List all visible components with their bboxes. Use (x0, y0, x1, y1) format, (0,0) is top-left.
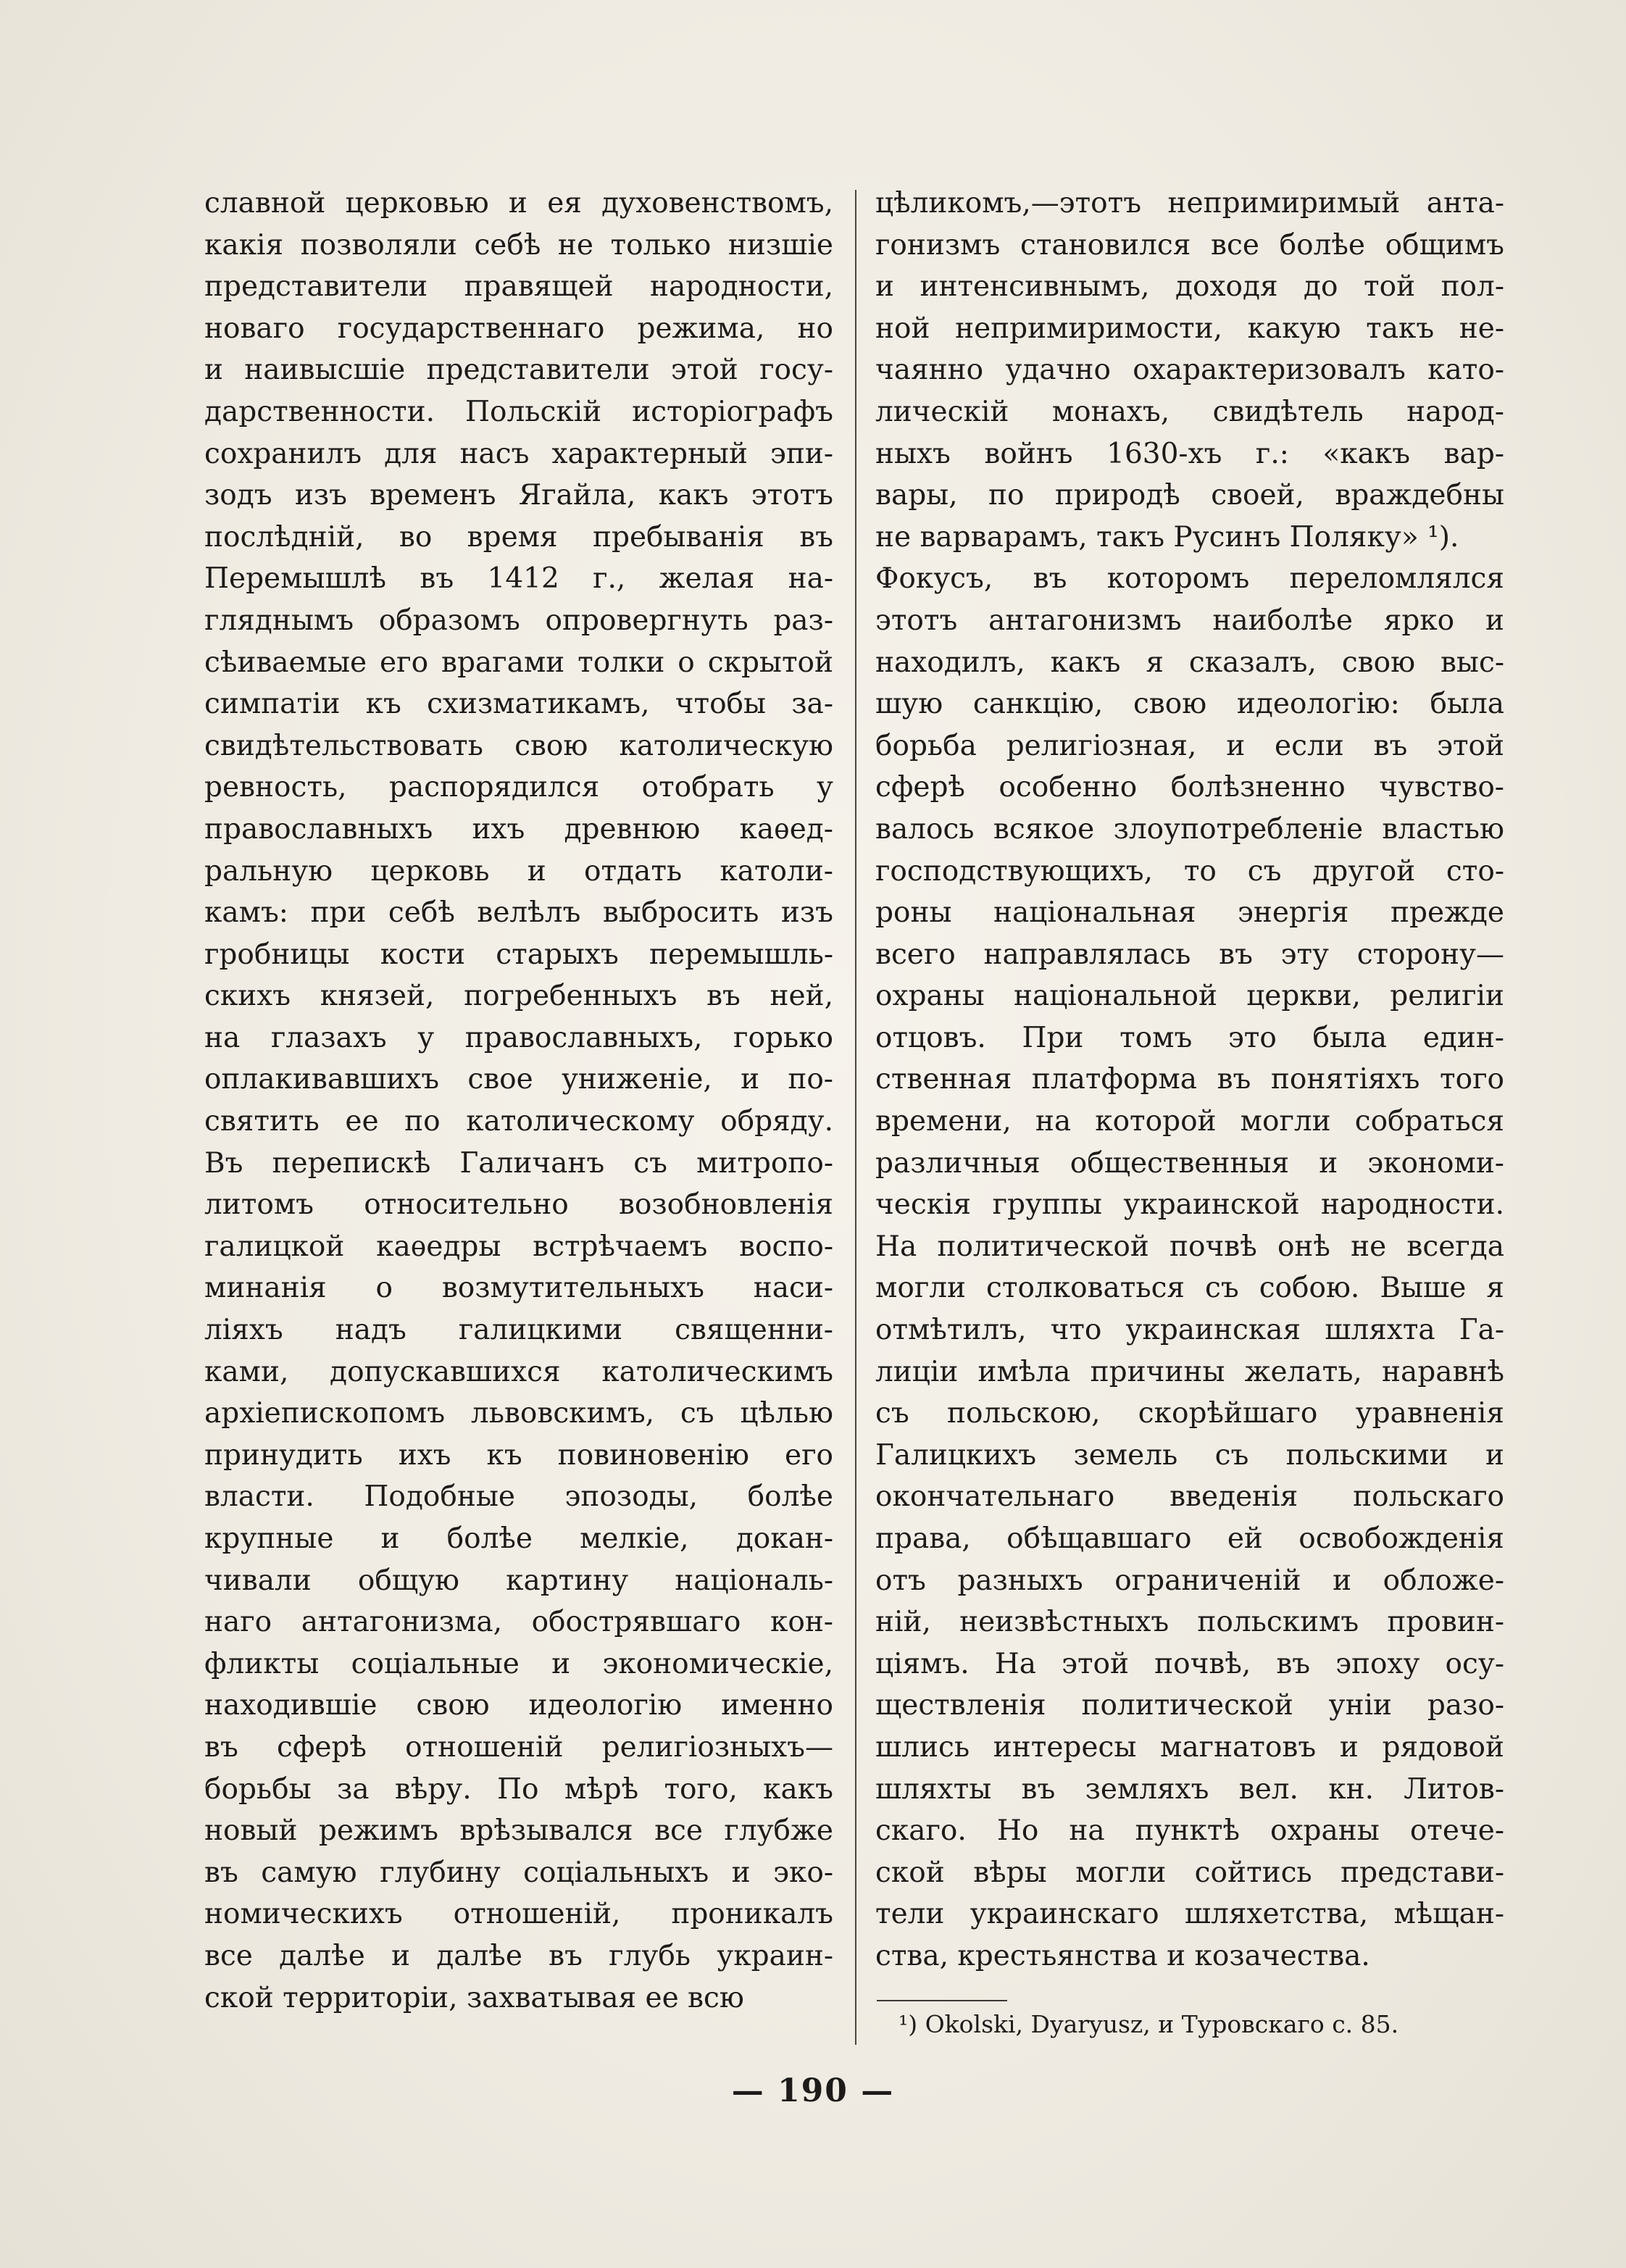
text-line: фликты соціальные и экономическіе, (204, 1647, 833, 1680)
text-line: борьбы за вѣру. По мѣрѣ того, какъ (204, 1772, 833, 1806)
text-line: охраны національной церкви, религіи (875, 980, 1504, 1013)
text-line: святить ее по католическому обряду. (204, 1105, 833, 1138)
text-line: вары, по природѣ своей, враждебны (875, 479, 1504, 512)
text-line: валось всякое злоупотребленіе властью (875, 812, 1504, 846)
text-line: зодъ изъ временъ Ягайла, какъ этотъ (204, 479, 833, 512)
text-line: крупные и болѣе мелкіе, докан- (204, 1522, 833, 1555)
text-line: господствующихъ, то съ другой сто- (875, 854, 1504, 888)
text-line: ственная платформа въ понятіяхъ того (875, 1063, 1504, 1096)
text-line: симпатіи къ схизматикамъ, чтобы за- (204, 688, 833, 721)
text-line: отъ разныхъ ограниченій и обложе- (875, 1564, 1504, 1597)
text-line: отцовъ. При томъ это была един- (875, 1021, 1504, 1054)
text-line: ской территоріи, захватывая ее всю (204, 1981, 744, 2014)
text-line: окончательнаго введенія польскаго (875, 1480, 1504, 1514)
text-line: не варварамъ, такъ Русинъ Поляку» ¹). (875, 520, 1459, 554)
text-line: ками, допускавшихся католическимъ (204, 1355, 833, 1388)
text-line: ревность, распорядился отобрать у (204, 771, 833, 804)
text-line: времени, на которой могли собраться (875, 1105, 1504, 1138)
text-line: находилъ, какъ я сказалъ, свою выс- (875, 646, 1504, 679)
text-line: славной церковью и ея духовенствомъ, (204, 187, 833, 220)
text-line: роны національная энергія прежде (875, 896, 1504, 930)
text-line: свидѣтельствовать свою католическую (204, 729, 833, 762)
text-line: ной непримиримости, какую такъ не- (875, 312, 1504, 345)
text-line: скихъ князей, погребенныхъ въ ней, (204, 980, 833, 1013)
text-line: отмѣтилъ, что украинская шляхта Га- (875, 1314, 1504, 1347)
text-line: ціямъ. На этой почвѣ, въ эпоху осу- (875, 1647, 1504, 1680)
text-line: могли столковаться съ собою. Выше я (875, 1272, 1504, 1305)
page-number: — 190 — (731, 2072, 895, 2109)
text-line: шляхты въ земляхъ вел. кн. Литов- (875, 1772, 1504, 1806)
text-line: ства, крестьянства и козачества. (875, 1939, 1370, 1972)
text-line: гонизмъ становился все болѣе общимъ (875, 228, 1504, 262)
text-line: принудить ихъ къ повиновенію его (204, 1438, 833, 1472)
text-line: въ самую глубину соціальныхъ и эко- (204, 1856, 833, 1889)
text-line: ской вѣры могли сойтись представи- (875, 1856, 1504, 1889)
text-line: послѣдній, во время пребыванія въ (204, 520, 833, 554)
text-line: тели украинскаго шляхетства, мѣщан- (875, 1898, 1504, 1931)
text-line: гробницы кости старыхъ перемышль- (204, 938, 833, 971)
text-line: всего направлялась въ эту сторону— (875, 938, 1504, 971)
left-text-column (204, 183, 833, 2019)
text-line: шлись интересы магнатовъ и рядовой (875, 1730, 1504, 1764)
text-line: на глазахъ у православныхъ, горько (204, 1021, 833, 1054)
footnote-divider (877, 2000, 1007, 2001)
text-line: православныхъ ихъ древнюю каѳед- (204, 812, 833, 846)
text-line: архіепископомъ львовскимъ, съ цѣлью (204, 1397, 833, 1430)
text-line: и интенсивнымъ, доходя до той пол- (875, 270, 1504, 304)
text-line: сѣиваемые его врагами толки о скрытой (204, 646, 833, 679)
text-line: номическихъ отношеній, проникалъ (204, 1898, 833, 1931)
text-line: На политической почвѣ онѣ не всегда (875, 1230, 1504, 1263)
text-line: цѣликомъ,—этотъ непримиримый анта- (875, 187, 1504, 220)
text-line: власти. Подобные эпозоды, болѣе (204, 1480, 833, 1514)
text-line: оплакивавшихъ свое униженіе, и по- (204, 1063, 833, 1096)
text-line: ческія группы украинской народности. (875, 1188, 1504, 1222)
text-line: этотъ антагонизмъ наиболѣе ярко и (875, 604, 1504, 637)
text-line: ныхъ войнъ 1630-хъ г.: «какъ вар- (875, 437, 1504, 470)
text-line: и наивысшіе представители этой госу- (204, 354, 833, 387)
text-line: галицкой каѳедры встрѣчаемъ воспо- (204, 1230, 833, 1263)
text-line: сферѣ особенно болѣзненно чувство- (875, 771, 1504, 804)
text-line: камъ: при себѣ велѣлъ выбросить изъ (204, 896, 833, 930)
text-line: Въ перепискѣ Галичанъ съ митропо- (204, 1146, 833, 1180)
text-line: различныя общественныя и экономи- (875, 1146, 1504, 1180)
right-text-column (875, 183, 1504, 1977)
text-line: скаго. Но на пунктѣ охраны отече- (875, 1814, 1504, 1848)
text-line: лиціи имѣла причины желать, наравнѣ (875, 1355, 1504, 1388)
footnote: ¹) Okolski, Dyaryusz, и Туровскаго с. 85. (899, 2010, 1399, 2038)
text-line: чивали общую картину національ- (204, 1564, 833, 1597)
text-line: наго антагонизма, обострявшаго кон- (204, 1606, 833, 1639)
text-line: ній, неизвѣстныхъ польскимъ провин- (875, 1606, 1504, 1639)
column-divider (855, 190, 856, 2045)
text-line: гляднымъ образомъ опровергнуть раз- (204, 604, 833, 637)
text-line: Перемышлѣ въ 1412 г., желая на- (204, 562, 833, 596)
text-line: чаянно удачно охарактеризовалъ като- (875, 354, 1504, 387)
text-line: борьба религіозная, и если въ этой (875, 729, 1504, 762)
text-line: съ польскою, скорѣйшаго уравненія (875, 1397, 1504, 1430)
text-line: минанія о возмутительныхъ наси- (204, 1272, 833, 1305)
text-line: новаго государственнаго режима, но (204, 312, 833, 345)
text-line: лическій монахъ, свидѣтель народ- (875, 395, 1504, 428)
text-line: въ сферѣ отношеній религіозныхъ— (204, 1730, 833, 1764)
text-line: Фокусъ, въ которомъ переломлялся (875, 562, 1504, 596)
text-line: какія позволяли себѣ не только низшіе (204, 228, 833, 262)
text-line: новый режимъ врѣзывался все глубже (204, 1814, 833, 1848)
text-line: дарственности. Польскій исторіографъ (204, 395, 833, 428)
text-line: все далѣе и далѣе въ глубь украин- (204, 1939, 833, 1972)
text-line: ліяхъ надъ галицкими священни- (204, 1314, 833, 1347)
text-line: представители правящей народности, (204, 270, 833, 304)
text-line: ществленія политической уніи разо- (875, 1689, 1504, 1722)
text-line: Галицкихъ земель съ польскими и (875, 1438, 1504, 1472)
text-line: сохранилъ для насъ характерный эпи- (204, 437, 833, 470)
text-line: находившіе свою идеологію именно (204, 1689, 833, 1722)
text-line: литомъ относительно возобновленія (204, 1188, 833, 1222)
text-line: права, обѣщавшаго ей освобожденія (875, 1522, 1504, 1555)
text-line: ральную церковь и отдать католи- (204, 854, 833, 888)
text-line: шую санкцію, свою идеологію: была (875, 688, 1504, 721)
